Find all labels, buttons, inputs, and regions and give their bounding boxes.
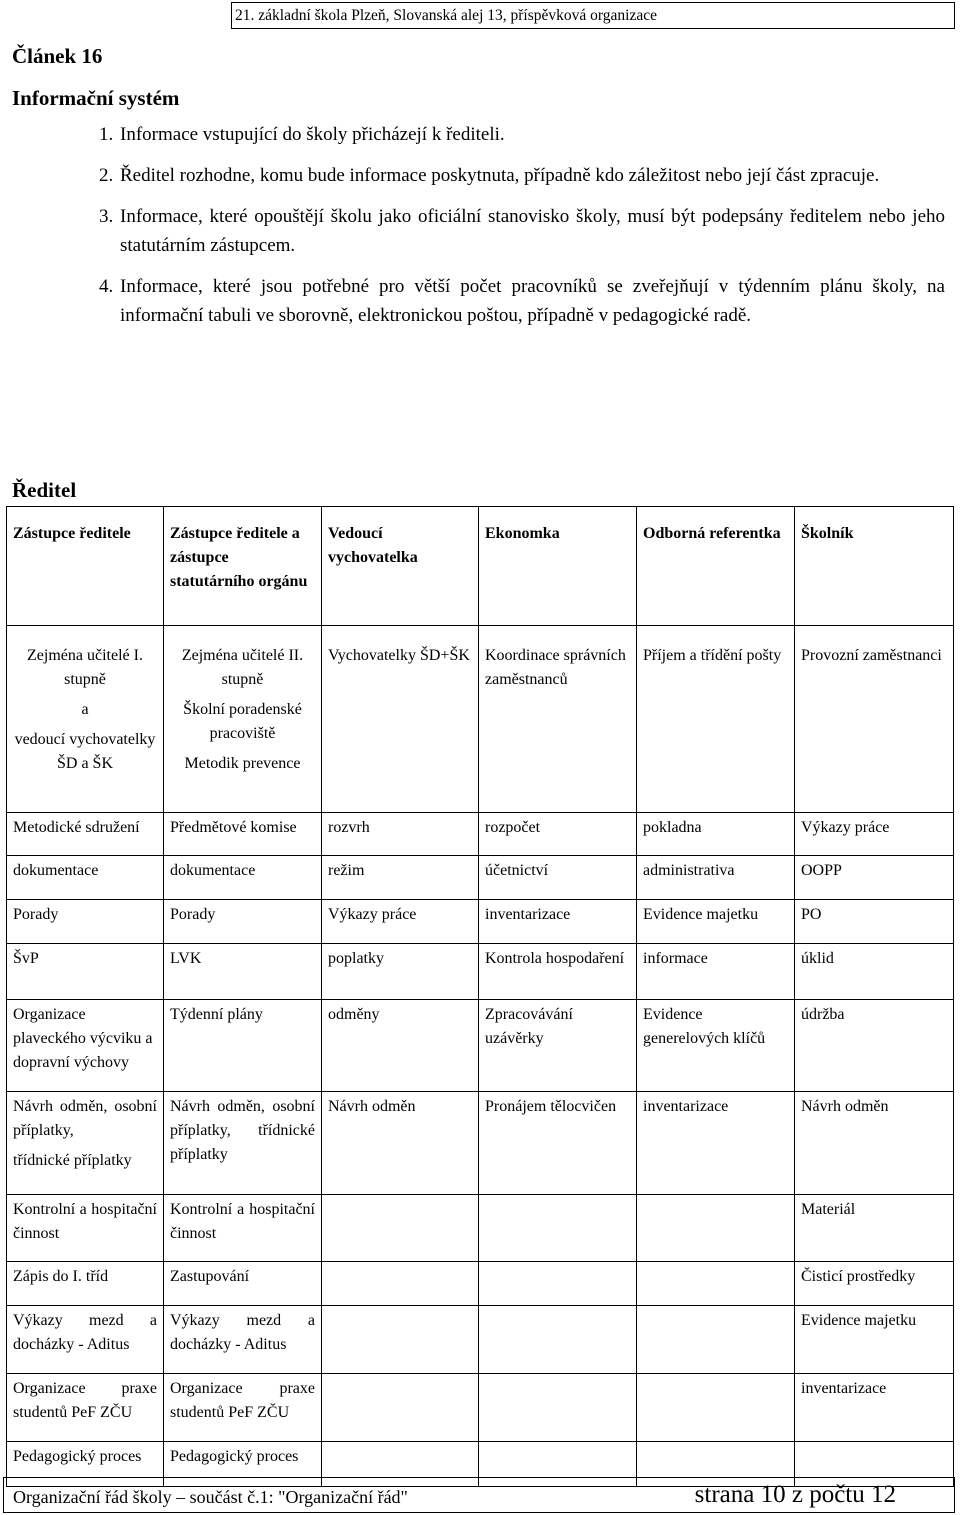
table-cell: administrativa — [637, 856, 795, 900]
table-cell: Návrh odměn, osobní příplatky, třídnické příplatky — [164, 1092, 322, 1195]
header-cell: Odborná referentka — [637, 507, 795, 626]
table-cell: inventarizace — [637, 1092, 795, 1195]
description-cell: Provozní zaměstnanci — [795, 626, 954, 813]
table-cell: Evidence majetku — [637, 900, 795, 944]
page-header — [231, 2, 955, 29]
description-row — [7, 626, 954, 813]
table-cell: Materiál — [795, 1195, 954, 1262]
table-cell: dokumentace — [7, 856, 164, 900]
table-cell: Pedagogický proces — [164, 1442, 322, 1487]
table-cell: Organizace praxe studentů PeF ZČU — [164, 1374, 322, 1442]
table-cell: Výkazy práce — [795, 813, 954, 856]
table-cell — [637, 1306, 795, 1374]
page-footer — [3, 1477, 955, 1513]
table-cell: Zápis do I. tříd — [7, 1262, 164, 1306]
table-cell: pokladna — [637, 813, 795, 856]
table-cell — [322, 1195, 479, 1262]
table-cell: Organizace plaveckého výcviku a dopravní výchovy — [7, 1000, 164, 1092]
table-cell: Kontrola hospodaření — [479, 944, 637, 1000]
description-cell — [7, 626, 164, 813]
table-cell: ŠvP — [7, 944, 164, 1000]
table-cell: Pronájem tělocvičen — [479, 1092, 637, 1195]
table-cell: Výkazy mezd a docházky - Aditus — [7, 1306, 164, 1374]
table-cell: Předmětové komise — [164, 813, 322, 856]
table-cell: Pedagogický proces — [7, 1442, 164, 1487]
description-text: Školní poradenské pracoviště — [183, 701, 302, 742]
table-cell: OOPP — [795, 856, 954, 900]
table-cell: Zpracovávání uzávěrky — [479, 1000, 637, 1092]
table-row — [7, 1262, 954, 1306]
table-cell: Týdenní plány — [164, 1000, 322, 1092]
table-cell: režim — [322, 856, 479, 900]
table-row — [7, 944, 954, 1000]
description-cell — [164, 626, 322, 813]
table-cell: Výkazy mezd a docházky - Aditus — [164, 1306, 322, 1374]
header-cell: Ekonomka — [479, 507, 637, 626]
table-row — [7, 813, 954, 856]
table-cell: Návrh odměn — [795, 1092, 954, 1195]
table-cell — [322, 1374, 479, 1442]
table-row — [7, 1000, 954, 1092]
table-cell: Zastupování — [164, 1262, 322, 1306]
article-title: Informační systém — [12, 86, 180, 110]
table-cell: rozpočet — [479, 813, 637, 856]
school-name: 21. základní škola Plzeň, Slovanská alej 13, příspěvková organizace — [235, 7, 657, 24]
table-cell: poplatky — [322, 944, 479, 1000]
table-cell — [637, 1195, 795, 1262]
table-row — [7, 1092, 954, 1195]
table-cell: Porady — [7, 900, 164, 944]
table-cell: Návrh odměn — [322, 1092, 479, 1195]
table-cell — [479, 1374, 637, 1442]
table-cell: Čisticí prostředky — [795, 1262, 954, 1306]
table-cell: rozvrh — [322, 813, 479, 856]
table-row — [7, 856, 954, 900]
rule-item: 3. Informace, které opouštějí školu jako oficiální stanovisko školy, musí být podepsány ředitelem nebo jeho statutárním zástupcem. — [118, 202, 945, 260]
task-rows — [7, 813, 954, 1487]
table-cell — [479, 1195, 637, 1262]
table-cell: úklid — [795, 944, 954, 1000]
rule-item: 4. Informace, které jsou potřebné pro větší počet pracovníků se zveřejňují v týdenním plánu školy, na informační tabuli ve sborovně, elektronickou poštou, případně v pedagogické radě. — [118, 272, 945, 330]
footer-document: Organizační řád školy – součást č.1: "Organizační řád" — [13, 1487, 408, 1507]
table-cell: odměny — [322, 1000, 479, 1092]
table-cell: LVK — [164, 944, 322, 1000]
rule-item: 1. Informace vstupující do školy přicházejí k řediteli. — [118, 120, 945, 149]
table-cell — [479, 1262, 637, 1306]
table-cell: účetnictví — [479, 856, 637, 900]
page-number: strana 10 z počtu 12 — [694, 1481, 896, 1508]
description-text: a — [81, 701, 89, 718]
header-cell: Zástupce ředitele a zástupce statutárního orgánu — [164, 507, 322, 626]
table-cell: Evidence generelových klíčů — [637, 1000, 795, 1092]
table-cell: PO — [795, 900, 954, 944]
table-cell: dokumentace — [164, 856, 322, 900]
cell-text: Návrh odměn, osobní příplatky, — [13, 1098, 157, 1139]
table-cell — [479, 1306, 637, 1374]
table-cell — [7, 1092, 164, 1195]
table-cell: Evidence majetku — [795, 1306, 954, 1374]
table-header-row — [7, 507, 954, 626]
table-cell: inventarizace — [795, 1374, 954, 1442]
description-cell: Koordinace správních zaměstnanců — [479, 626, 637, 813]
table-row — [7, 1374, 954, 1442]
description-text: Metodik prevence — [184, 755, 301, 772]
description-cell: Vychovatelky ŠD+ŠK — [322, 626, 479, 813]
rules-list — [0, 120, 945, 342]
description-text: vedoucí vychovatelky ŠD a ŠK — [14, 731, 156, 772]
table-row — [7, 1306, 954, 1374]
table-cell: Organizace praxe studentů PeF ZČU — [7, 1374, 164, 1442]
table-cell: údržba — [795, 1000, 954, 1092]
table-cell: Kontrolní a hospitační činnost — [7, 1195, 164, 1262]
director-heading: Ředitel — [12, 478, 77, 502]
cell-text: třídnické příplatky — [13, 1152, 132, 1169]
table-cell: Porady — [164, 900, 322, 944]
table-row — [7, 900, 954, 944]
article-number: Článek 16 — [12, 44, 103, 68]
table-cell — [322, 1306, 479, 1374]
header-cell: Vedoucí vychovatelka — [322, 507, 479, 626]
header-cell: Školník — [795, 507, 954, 626]
table-row — [7, 1195, 954, 1262]
table-cell — [322, 1262, 479, 1306]
table-cell — [637, 1374, 795, 1442]
table-cell: Metodické sdružení — [7, 813, 164, 856]
description-text: Zejména učitelé II. stupně — [181, 647, 304, 688]
description-text: Zejména učitelé I. stupně — [27, 647, 143, 688]
table-cell: Výkazy práce — [322, 900, 479, 944]
table-cell: inventarizace — [479, 900, 637, 944]
org-structure-table — [6, 506, 954, 1487]
rule-item: 2. Ředitel rozhodne, komu bude informace poskytnuta, případně kdo záležitost nebo její část zpracuje. — [118, 161, 945, 190]
table-cell: Kontrolní a hospitační činnost — [164, 1195, 322, 1262]
table-cell: informace — [637, 944, 795, 1000]
table-cell — [637, 1262, 795, 1306]
description-cell: Příjem a třídění pošty — [637, 626, 795, 813]
header-cell: Zástupce ředitele — [7, 507, 164, 626]
